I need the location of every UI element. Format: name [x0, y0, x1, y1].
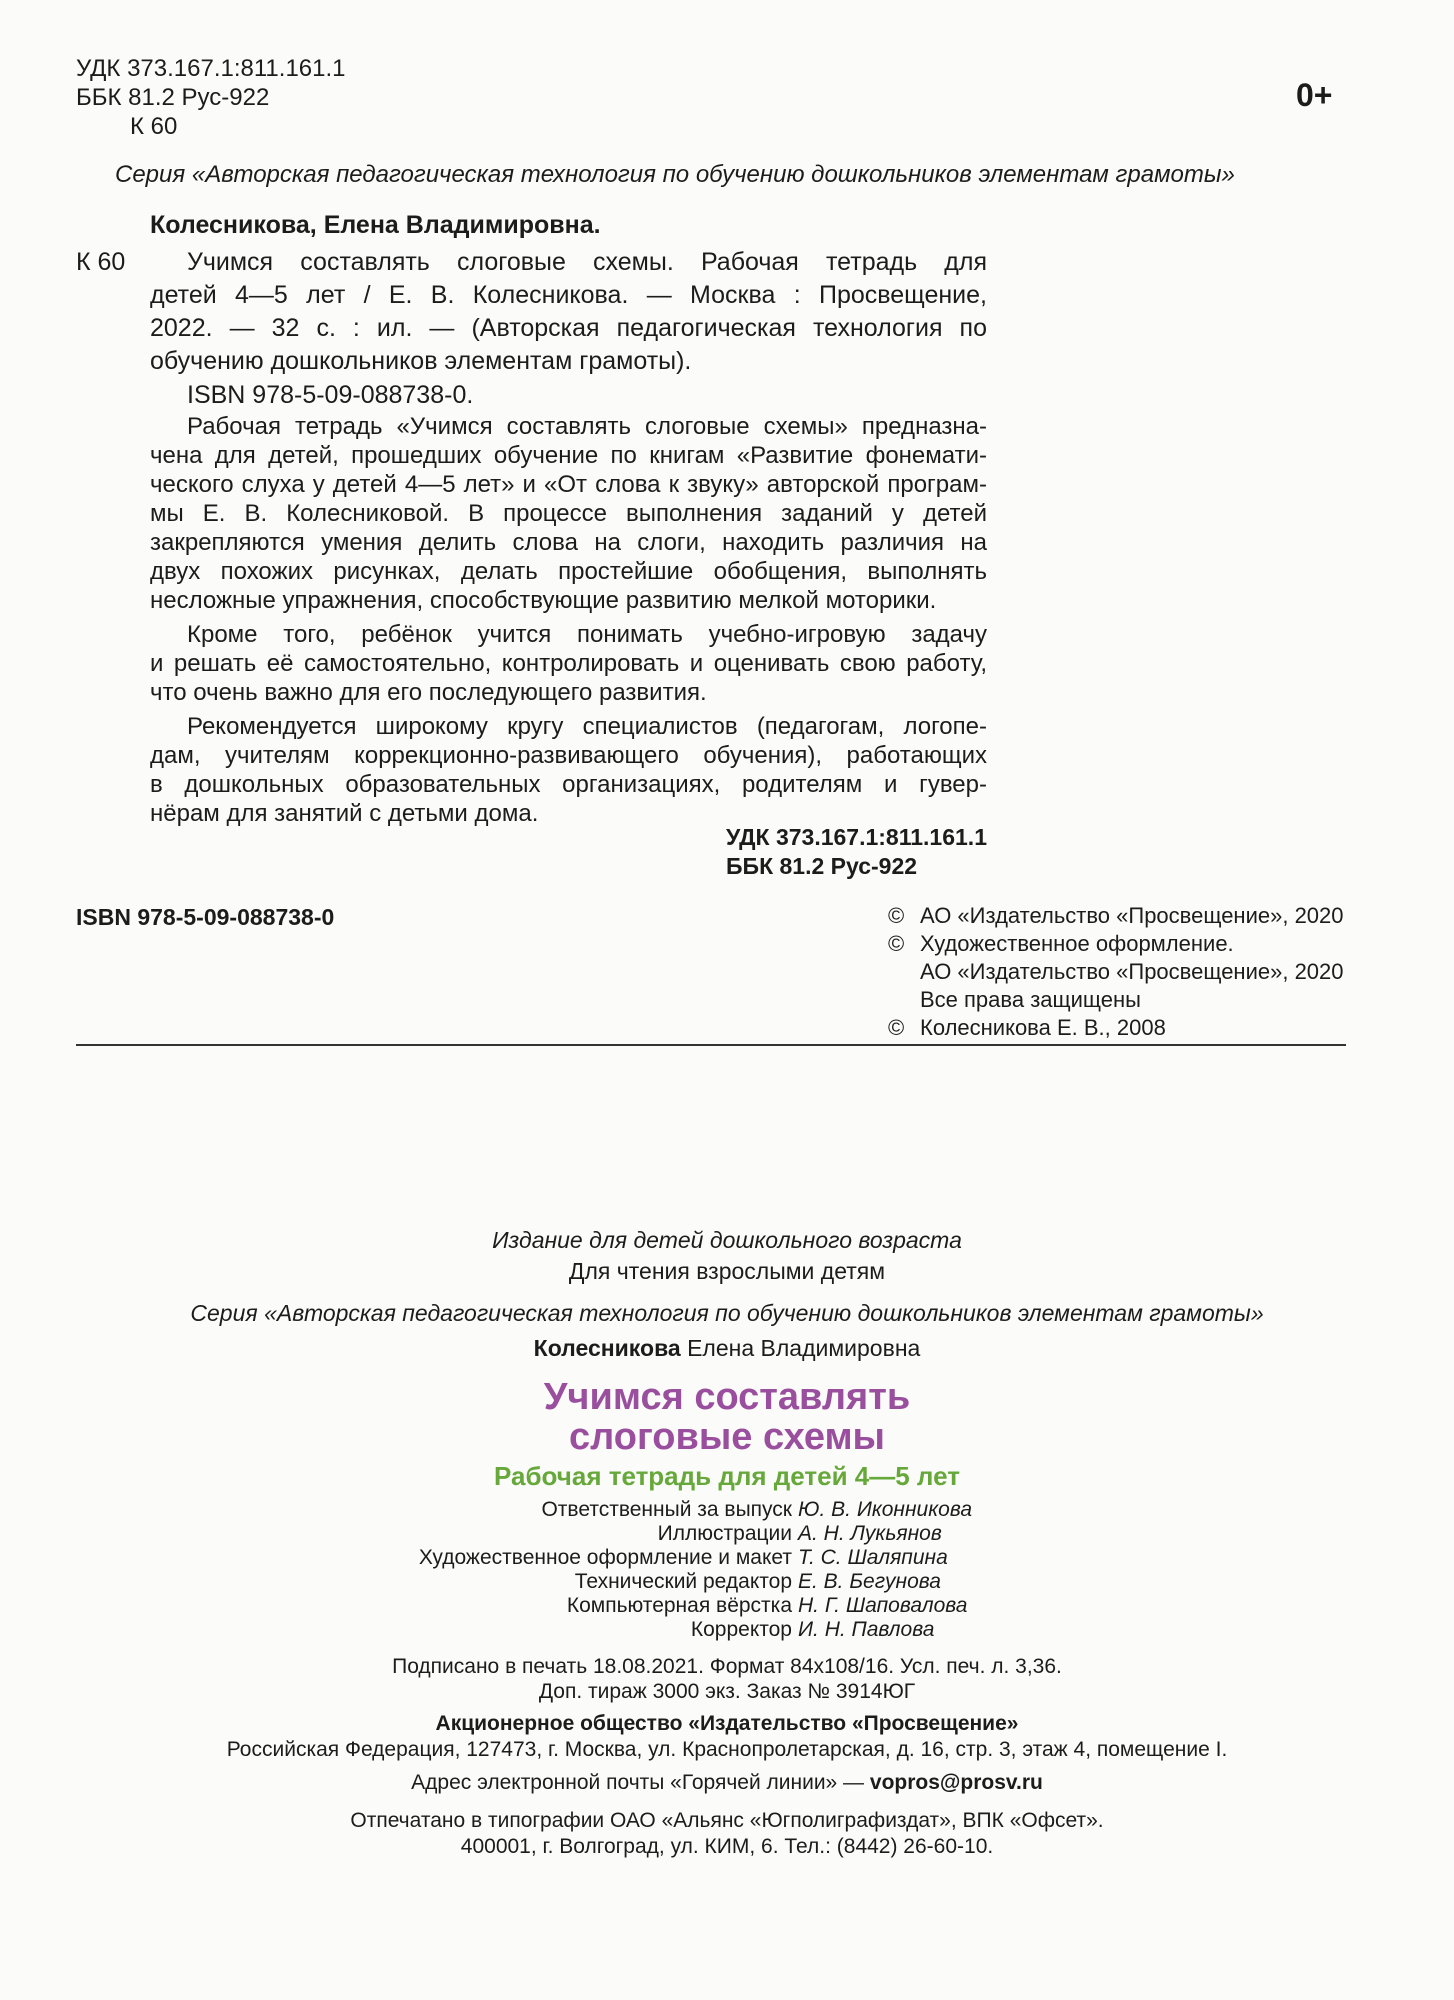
author-surname: Колесникова [533, 1335, 681, 1361]
annotation-line: Рекомендуется широкому кругу специалистов (педагогам, логопе- [187, 713, 987, 740]
annotation-line: двух похожих рисунках, делать простейшие обобщения, выполнять [150, 558, 987, 585]
author-heading: Колесникова, Елена Владимировна. [150, 211, 601, 239]
annotation-line: чена для детей, прошедших обучение по книгам «Развитие фонемати- [150, 442, 987, 469]
credit-role: Корректор [690, 1618, 792, 1641]
book-title-line2: слоговые схемы [568, 1416, 886, 1458]
bib-line: детей 4—5 лет / Е. В. Колесникова. — Москва : Просвещение, [150, 281, 987, 309]
divider [76, 1044, 1346, 1046]
copyright-symbol: © [888, 931, 905, 956]
series-top: Серия «Авторская педагогическая технология по обучению дошкольников элементам грамоты» [115, 161, 1235, 188]
annotation-line: в дошкольных образовательных организациях, родителям и гувер- [150, 771, 987, 798]
copyright-symbol: © [888, 903, 905, 928]
print-run: Доп. тираж 3000 экз. Заказ № 3914ЮГ [538, 1680, 916, 1703]
copyright-symbol: © [888, 1015, 905, 1040]
annotation-line: ческого слуха у детей 4—5 лет» и «От слова к звуку» авторской програм- [150, 471, 987, 498]
credit-name: Н. Г. Шаповалова [798, 1594, 968, 1617]
credit-role: Ответственный за выпуск [541, 1498, 792, 1521]
hotline [0, 1770, 1454, 1796]
series-label: Серия [190, 1300, 258, 1326]
copyright-line: Художественное оформление. [920, 931, 1234, 956]
author-mark: К 60 [130, 113, 178, 140]
annotation-line: и решать её самостоятельно, контролировать и оценивать свою работу, [150, 650, 987, 677]
publisher-name: Акционерное общество «Издательство «Просвещение» [435, 1712, 1019, 1735]
udk-code: УДК 373.167.1:811.161.1 [76, 55, 346, 82]
annotation-line: нёрам для занятий с детьми дома. [150, 800, 539, 827]
bib-isbn: ISBN 978-5-09-088738-0. [187, 381, 474, 409]
publisher-address: Российская Федерация, 127473, г. Москва, ул. Краснопролетарская, д. 16, стр. 3, этаж 4, помещение I. [226, 1738, 1228, 1761]
credit-name: И. Н. Павлова [798, 1618, 935, 1641]
credit-name: Е. В. Бегунова [798, 1570, 941, 1593]
hotline-label: Адрес электронной почты «Горячей линии» — [411, 1771, 865, 1794]
annotation-line: несложные упражнения, способствующие развитию мелкой моторики. [150, 587, 937, 614]
printer-address: 400001, г. Волгоград, ул. КИМ, 6. Тел.: (8442) 26-60-10. [460, 1835, 994, 1858]
hotline-email[interactable]: vopros@prosv.ru [869, 1771, 1043, 1794]
annotation-line: Кроме того, ребёнок учится понимать учебно-игровую задачу [187, 621, 987, 648]
credit-role: Художественное оформление и макет [418, 1546, 792, 1569]
edition-for: Издание для детей дошкольного возраста [492, 1227, 962, 1253]
annotation-line: закрепляются умения делить слова на слоги, находить различия на [150, 529, 987, 556]
copyright-line: АО «Издательство «Просвещение», 2020 [920, 959, 1344, 984]
imprint-author [0, 1333, 1454, 1363]
annotation-udk: УДК 373.167.1:811.161.1 [726, 824, 987, 850]
credit-name: А. Н. Лукьянов [798, 1522, 942, 1545]
annotation-line: что очень важно для его последующего развития. [150, 679, 707, 706]
annotation-line: мы Е. В. Колесниковой. В процессе выполнения заданий у детей [150, 500, 987, 527]
bib-line: обучению дошкольников элементам грамоты). [150, 347, 692, 375]
bbk-code: ББК 81.2 Рус-922 [76, 84, 270, 111]
author-name: Елена Владимировна [687, 1335, 921, 1361]
annotation-bbk: ББК 81.2 Рус-922 [726, 853, 918, 879]
credit-role: Технический редактор [574, 1570, 792, 1593]
book-title-line1: Учимся составлять [543, 1376, 911, 1418]
print-signed: Подписано в печать 18.08.2021. Формат 84x108/16. Усл. печ. л. 3,36. [392, 1655, 1062, 1678]
bib-line: 2022. — 32 с. : ил. — (Авторская педагогическая технология по [150, 314, 987, 342]
age-rating: 0+ [1296, 77, 1333, 113]
book-subtitle: Рабочая тетрадь для детей 4—5 лет [494, 1461, 960, 1491]
reading-for: Для чтения взрослыми детям [568, 1258, 886, 1284]
bib-mark: К 60 [76, 248, 126, 276]
credit-name: Т. С. Шаляпина [798, 1546, 948, 1569]
copyright-line: Все права защищены [920, 987, 1141, 1012]
copyright-line: Колесникова Е. В., 2008 [920, 1015, 1166, 1040]
credit-role: Иллюстрации [657, 1522, 792, 1545]
isbn: ISBN 978-5-09-088738-0 [76, 904, 335, 930]
copyright-line: АО «Издательство «Просвещение», 2020 [920, 903, 1344, 928]
series-bottom [0, 1298, 1454, 1328]
annotation-line: Рабочая тетрадь «Учимся составлять слоговые схемы» предназна- [187, 413, 987, 440]
series-name: «Авторская педагогическая технология по обучению дошкольников элементам грамоты» [264, 1300, 1264, 1326]
credit-name: Ю. В. Иконникова [798, 1498, 972, 1521]
annotation-line: дам, учителям коррекционно-развивающего обучения), работающих [150, 742, 987, 769]
credit-role: Компьютерная вёрстка [566, 1594, 792, 1617]
bib-line: Учимся составлять слоговые схемы. Рабочая тетрадь для [187, 248, 987, 276]
printed-at: Отпечатано в типографии ОАО «Альянс «Югполиграфиздат», ВПК «Офсет». [350, 1809, 1104, 1832]
